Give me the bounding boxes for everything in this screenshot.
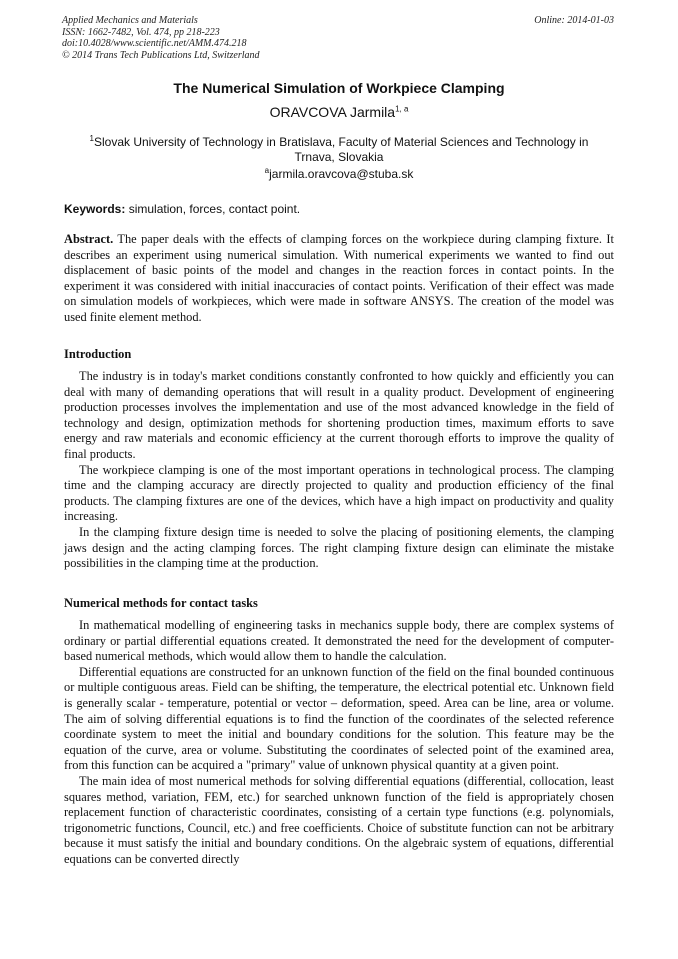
abstract-label: Abstract. <box>64 232 114 246</box>
paragraph: In mathematical modelling of engineering tasks in mechanics supple body, there are complex systems of ordinary or partial differential equations created. It demonstrated the need for the development of computer-based numerical methods, which would allow them to handle the calculation. <box>64 618 614 664</box>
copyright-line: © 2014 Trans Tech Publications Ltd, Switzerland <box>62 49 260 61</box>
keywords <box>64 202 300 216</box>
email-line <box>0 166 678 181</box>
paragraph: The industry is in today's market conditions constantly confronted to how quickly and efficiently you can deal with many of demanding operations that will result in a quality product. Development of engineering production processes involves the implementation and use of the most advanced knowledge in the field of technology and design, optimization methods for shortening production times, maximum efforts to save energy and raw materials and economic efficiency at the current thorough efforts to improve the quality of final products. <box>64 369 614 461</box>
numerical-methods-heading: Numerical methods for contact tasks <box>64 596 258 610</box>
paragraph: Differential equations are constructed for an unknown function of the field on the final bounded continuous or multiple contiguous areas. Field can be shifting, the temperature, the electrical potential etc. Unknown field is generally scalar - temperature, potential or vector – deformation, speed. Area can be line, area or volume. The aim of solving differential equations is to find the function of the coordinates of the selected reference coordinate system to meet the initial and boundary conditions for the solution. This feature may be the equation of the curve, area or volume. Substituting the coordinates of selected point of the examined area, from this function can be acquired a "primary" value of unknown physical quantity at a given point. <box>64 664 614 773</box>
author-sup: 1, a <box>395 104 409 114</box>
doi-line: doi:10.4028/www.scientific.net/AMM.474.218 <box>62 38 247 50</box>
issn-line: ISSN: 1662-7482, Vol. 474, pp 218-223 <box>62 26 220 38</box>
affiliation-sup: 1 <box>89 134 94 143</box>
journal-header <box>62 15 260 61</box>
affiliation <box>80 131 598 165</box>
paper-title: The Numerical Simulation of Workpiece Clamping <box>173 80 505 96</box>
journal-name: Applied Mechanics and Materials <box>62 15 198 26</box>
introduction-heading: Introduction <box>64 347 132 361</box>
numerical-methods-body <box>64 618 614 868</box>
abstract-text: The paper deals with the effects of clamping forces on the workpiece during clamping fixture. It describes an experiment using numerical simulation. With numerical experiments we wanted to find out displacement of basic points of the model and changes in the reaction forces in contact points. In the experiment it was considered with initial inaccuracies of contact points. Verification of their effect was made on simulation models of workpieces, which were made in software ANSYS. The creation of the model was used finite element method. <box>64 232 614 324</box>
author-line <box>0 104 678 120</box>
paragraph: In the clamping fixture design time is needed to solve the placing of positioning elements, the clamping jaws design and the acting clamping forces. The right clamping fixture design can eliminate the mistake possibilities in the clamping time at the production. <box>64 524 614 571</box>
online-date: Online: 2014-01-03 <box>534 15 614 26</box>
email-address[interactable]: jarmila.oravcova@stuba.sk <box>269 167 414 181</box>
keywords-text: simulation, forces, contact point. <box>128 202 301 216</box>
abstract <box>64 232 614 326</box>
affiliation-text: Slovak University of Technology in Bratislava, Faculty of Material Sciences and Technology in Trnava, Slovakia <box>93 135 589 164</box>
keywords-label: Keywords: <box>64 202 126 216</box>
paragraph: The workpiece clamping is one of the most important operations in technological process. The clamping time and the clamping accuracy are directly projected to quality and production efficiency of the final products. The clamping fixtures are one of the devices, which have a high impact on productivity and quality increasing. <box>64 462 614 524</box>
paragraph: The main idea of most numerical methods for solving differential equations (differential, collocation, least squares method, variation, FEM, etc.) for searched unknown function of the field is appropriately chosen replacement function of characteristic coordinates, consisting of a certain type functions (e.g. polynomials, trigonometric functions, Council, etc.) and free coefficients. Choice of substitute function can not be arbitrary because it must satisfy the initial and boundary conditions. On the algebraic system of equations, differential equations can be converted directly <box>64 773 614 866</box>
email-sup: a <box>264 166 270 175</box>
introduction-body <box>64 369 614 572</box>
author-name: ORAVCOVA Jarmila <box>269 104 396 120</box>
